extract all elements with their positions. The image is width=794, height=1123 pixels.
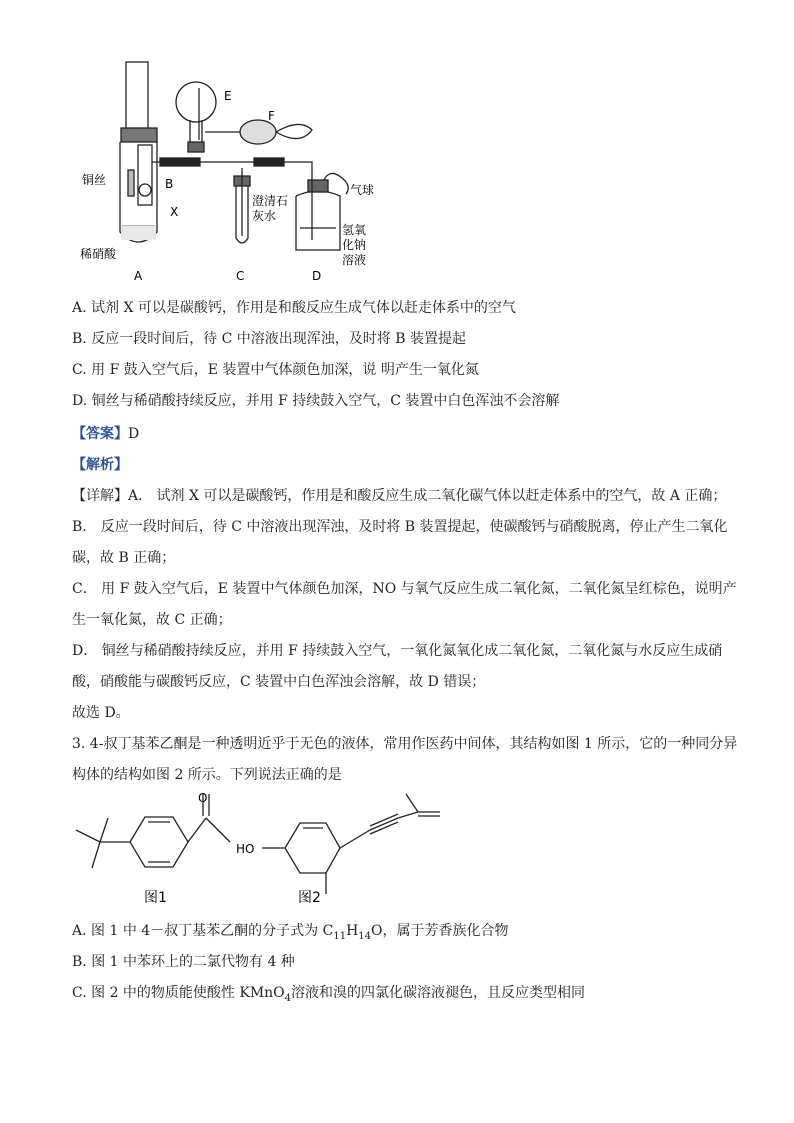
label-fig1: 图1 — [144, 890, 167, 906]
detail-B-2: 碳，故 B 正确； — [72, 550, 176, 566]
label-F: F — [268, 109, 275, 123]
label-limewater-2: 灰水 — [252, 209, 277, 223]
detail-D-1: D． 铜丝与稀硝酸持续反应，并用 F 持续鼓入空气，一氧化氮氧化成二氧化氮，二氧化氮与水反应生成硝 — [72, 643, 723, 659]
apparatus-diagram — [0, 0, 794, 290]
q2-option-C: C. 用 F 鼓入空气后，E 装置中气体颜色加深，说 明产生一氧化氮 — [72, 362, 479, 378]
q3-option-A-mid: H — [346, 923, 359, 939]
answer-line — [72, 424, 139, 444]
q2-option-D: D. 铜丝与稀硝酸持续反应，并用 F 持续鼓入空气，C 装置中白色浑浊不会溶解 — [72, 393, 560, 409]
label-B: B — [165, 177, 174, 191]
conclusion: 故选 D。 — [72, 705, 130, 721]
analysis-label: 【解析】 — [72, 457, 128, 473]
label-O: O — [198, 791, 208, 805]
q3-option-C-sub: 4 — [284, 992, 292, 1004]
q3-option-C-pre: C. 图 2 中的物质能使酸性 KMnO — [72, 985, 285, 1001]
q3-option-C-post: 溶液和溴的四氯化碳溶液褪色，且反应类型相同 — [291, 985, 586, 1001]
label-D: D — [312, 269, 322, 283]
label-HO: HO — [236, 842, 255, 856]
q3-option-A-pre: A. 图 1 中 4－叔丁基苯乙酮的分子式为 C — [72, 923, 334, 939]
detail-C-2: 生一氧化氮，故 C 正确； — [72, 612, 232, 628]
detail-label: 【详解】 — [72, 488, 128, 504]
q3-option-B: B. 图 1 中苯环上的二氯代物有 4 种 — [72, 954, 295, 970]
q2-option-B: B. 反应一段时间后，待 C 中溶液出现浑浊，及时将 B 装置提起 — [72, 331, 466, 347]
q2-option-A: A. 试剂 X 可以是碳酸钙，作用是和酸反应生成气体以赶走体系中的空气 — [72, 300, 516, 316]
label-naoh-1: 氢氧 — [342, 223, 367, 237]
label-naoh-2: 化钠 — [342, 238, 367, 252]
label-X: X — [170, 205, 179, 219]
detail-B-1: B． 反应一段时间后，待 C 中溶液出现浑浊，及时将 B 装置提起，使碳酸钙与硝酸脱离，停止产生二氧化 — [72, 519, 728, 535]
label-naoh-3: 溶液 — [342, 253, 367, 267]
label-balloon: 气球 — [350, 183, 375, 197]
label-fig2: 图2 — [298, 890, 321, 906]
detail-D-2: 酸，硝酸能与碳酸钙反应，C 装置中白色浑浊会溶解，故 D 错误； — [72, 674, 486, 690]
q3-option-A-sub2: 14 — [358, 930, 372, 942]
label-dilute-nitric: 稀硝酸 — [80, 247, 117, 261]
answer-value: D — [128, 426, 140, 442]
detail-C-1: C． 用 F 鼓入空气后，E 装置中气体颜色加深，NO 与氧气反应生成二氧化氮，二氧化氮呈红棕色，说明产 — [72, 581, 737, 597]
structure-diagram — [0, 790, 794, 920]
answer-label: 【答案】 — [72, 426, 128, 442]
q3-stem-2: 构体的结构如图 2 所示。下列说法正确的是 — [72, 767, 342, 783]
q3-stem-1: 3. 4-叔丁基苯乙酮是一种透明近乎于无色的液体，常用作医药中间体，其结构如图 1 所示，它的一种同分异 — [72, 736, 738, 752]
q3-option-A-post: O，属于芳香族化合物 — [371, 923, 509, 939]
analysis-line — [72, 455, 128, 475]
label-copper-wire: 铜丝 — [82, 173, 107, 187]
label-C: C — [236, 269, 245, 283]
q3-option-A — [72, 921, 509, 947]
detail-A: A． 试剂 X 可以是碳酸钙，作用是和酸反应生成二氧化碳气体以赶走体系中的空气，故 A 正确； — [128, 488, 727, 504]
q3-option-C — [72, 983, 585, 1009]
q3-option-A-sub1: 11 — [333, 930, 347, 942]
detail-A-line — [72, 486, 726, 506]
label-E: E — [224, 89, 232, 103]
label-A: A — [134, 269, 143, 283]
label-limewater-1: 澄清石 — [252, 194, 289, 208]
